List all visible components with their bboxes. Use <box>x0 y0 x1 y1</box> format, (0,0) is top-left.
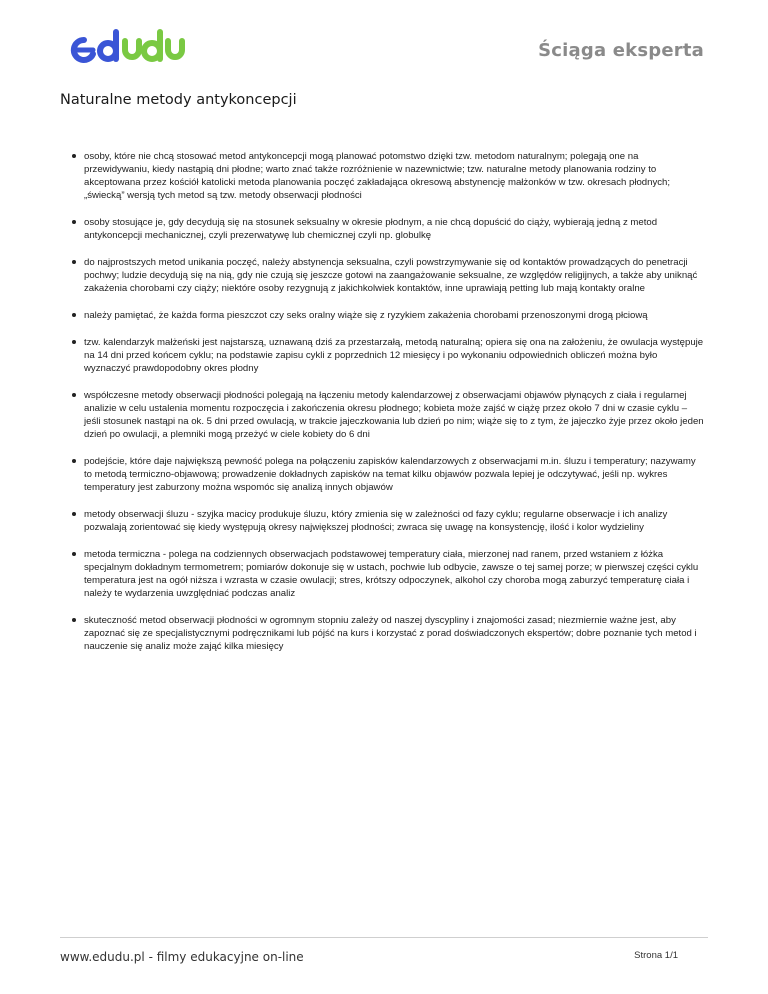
list-item: współczesne metody obserwacji płodności polegają na łączeniu metody kalendarzowej z obserwacjami objawów płynących z ciała i regularnej analizie w celu ustalenia momentu rozpoczęcia i zakończenia okresu płodnego; kobieta może zajść w ciążę przez około 7 dni w czasie cyklu – jeśli stosunek nastąpi na ok. 5 dni przed owulacją, w trakcie jajeczkowania lub dzień po nim; wiąże się to z tym, że jajeczko żyje przez około jeden dzień po owulacji, a plemniki mogą przeżyć w ciele kobiety do 6 dni <box>70 389 706 441</box>
footer-site-link[interactable]: www.edudu.pl - filmy edukacyjne on-line <box>60 950 304 964</box>
header-title: Ściąga eksperta <box>538 40 704 61</box>
list-item: metody obserwacji śluzu - szyjka macicy produkuje śluzu, który zmienia się w zależności od fazy cyklu; regularne obserwacje i ich analizy pozwalają zorientować się kiedy występują okresy największej płodności; zwraca się uwagę na konsystencję, ilość i kolor wydzieliny <box>70 508 706 534</box>
list-item: podejście, które daje największą pewność polega na połączeniu zapisków kalendarzowych z obserwacjami m.in. śluzu i temperatury; nazywamy to metodą termiczno-objawową; prowadzenie dokładnych zapisków na temat kilku objawów pozwala lepiej je odczytywać, jeśli np. wykres temperatury jest zaburzony można wspomóc się analizą innych objawów <box>70 455 706 494</box>
list-item: należy pamiętać, że każda forma pieszczot czy seks oralny wiąże się z ryzykiem zakażenia chorobami przenoszonymi drogą płciową <box>70 309 706 322</box>
page-title: Naturalne metody antykoncepcji <box>60 92 297 108</box>
list-item: skuteczność metod obserwacji płodności w ogromnym stopniu zależy od naszej dyscypliny i znajomości zasad; niezmiernie ważne jest, aby zapoznać się ze specjalistycznymi podręcznikami lub pójść na kurs i korzystać z porad doświadczonych ekspertów; dobre poznanie tych metod i nauczenie się analiz może zająć kilka miesięcy <box>70 614 706 653</box>
list-item: metoda termiczna - polega na codziennych obserwacjach podstawowej temperatury ciała, mierzonej nad ranem, przed wstaniem z łóżka specjalnym dokładnym termometrem; pomiarów dokonuje się w ustach, pochwie lub odbycie, zawsze o tej samej porze; w pierwszej części cyklu temperatura jest na ogół niższa i wzrasta w czasie owulacji; stres, krótszy odpoczynek, alkohol czy choroba mogą zaburzyć temperaturę ciała i należy te wydarzenia uwzględniać podczas analiz <box>70 548 706 600</box>
bullet-list <box>70 150 706 667</box>
footer-divider <box>60 937 708 938</box>
page-number: Strona 1/1 <box>634 950 678 961</box>
list-item: tzw. kalendarzyk małżeński jest najstarszą, uznawaną dziś za przestarzałą, metodą naturalną; opiera się ona na założeniu, że owulacja występuje na 14 dni przed końcem cyklu; na podstawie zapisu cykli z poprzednich 12 miesięcy i po wykonaniu odpowiednich obliczeń można było wyznaczyć prawdopodobny okres płodny <box>70 336 706 375</box>
list-item: osoby, które nie chcą stosować metod antykoncepcji mogą planować potomstwo dzięki tzw. metodom naturalnym; polegają one na przewidywaniu, kiedy nastąpią dni płodne; warto znać także rozróżnienie w nazewnictwie; tzw. naturalne metody planowania rodziny to akceptowana przez kościół katolicki metoda planowania poczęć zakładająca okresową abstynencję małżonków w tzw. okresach płodnych; „świecką” wersją tych metod są tzw. metody obserwacji płodności <box>70 150 706 202</box>
edudu-logo[interactable] <box>68 28 188 68</box>
list-item: osoby stosujące je, gdy decydują się na stosunek seksualny w okresie płodnym, a nie chcą dopuścić do ciąży, wybierają jedną z metod antykoncepcji mechanicznej, czyli prezerwatywę lub chemicznej czyli np. globulkę <box>70 216 706 242</box>
list-item: do najprostszych metod unikania poczęć, należy abstynencja seksualna, czyli powstrzymywanie się od kontaktów prowadzących do penetracji pochwy; ludzie decydują się na nią, gdy nie czują się jeszcze gotowi na zaangażowanie seksualne, ze względów religijnych, a także aby uniknąć zakażenia chorobami czy ciąży; niektóre osoby rezygnują z jakichkolwiek kontaktów, inne uprawiają petting lub mają kontakty oralne <box>70 256 706 295</box>
